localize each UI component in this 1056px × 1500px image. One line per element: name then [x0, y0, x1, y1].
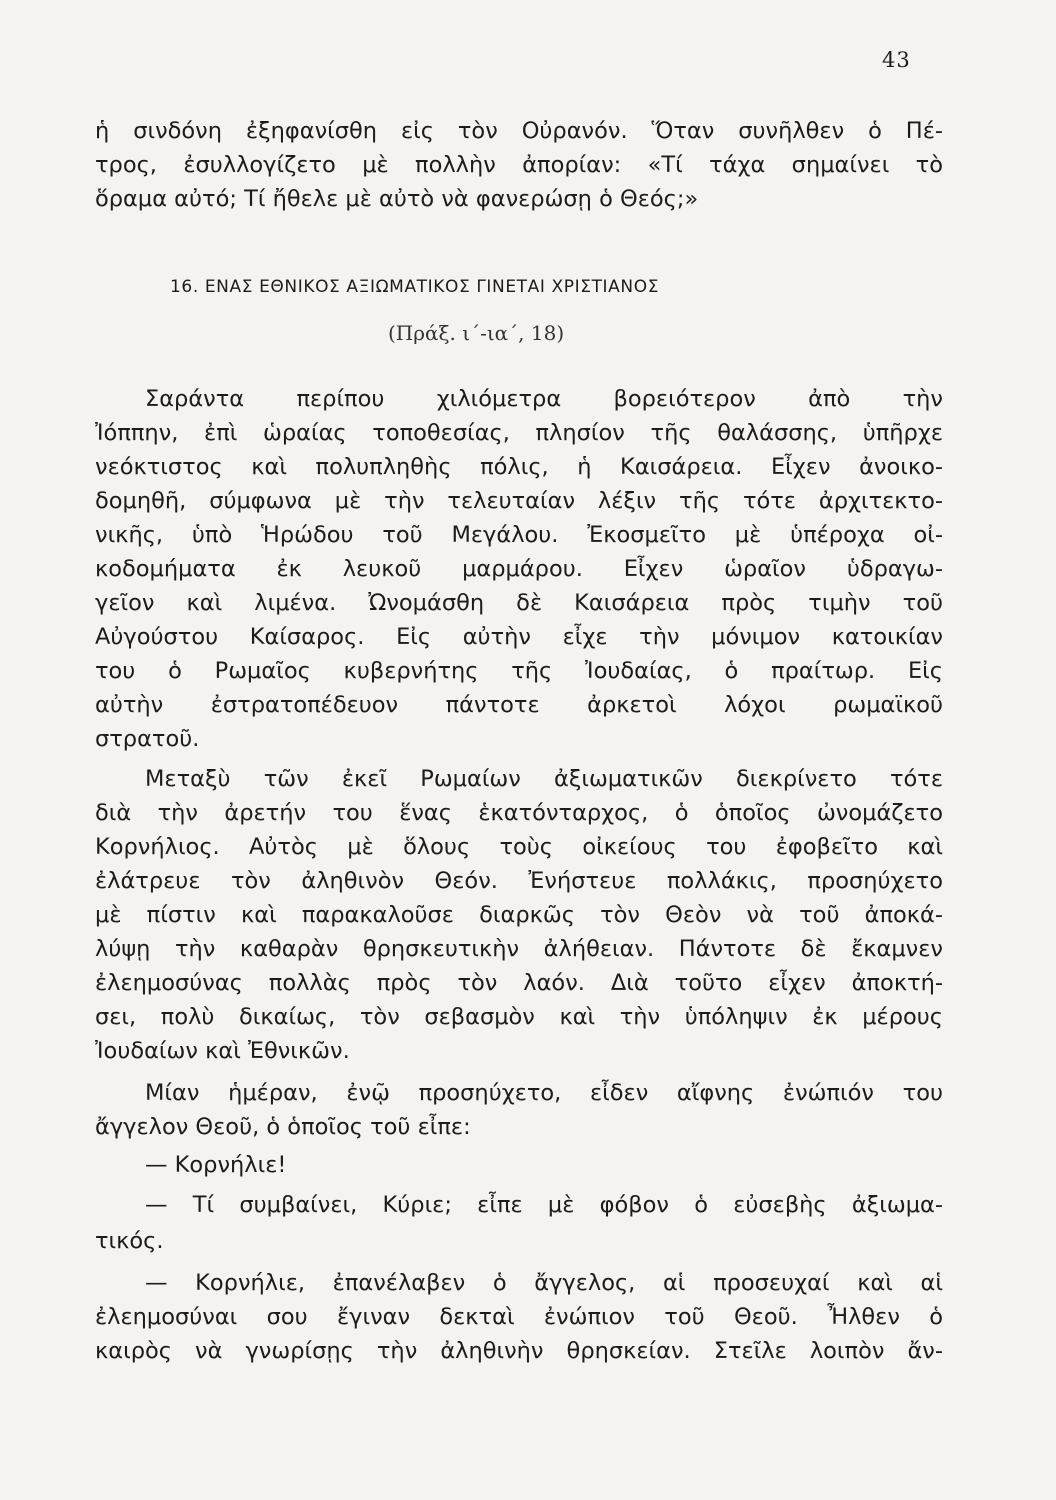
text-line: νεόκτιστος καὶ πολυπληθὴς πόλις, ἡ Καισάρεια. Εἶχεν ἀνοικο-: [95, 454, 943, 480]
text-line: λύψῃ τὴν καθαρὰν θρησκευτικὴν ἀλήθειαν. Πάντοτε δὲ ἔκαμνεν: [95, 936, 943, 962]
text-line: αὐτὴν ἐστρατοπέδευον πάντοτε ἀρκετοὶ λόχοι ρωμαϊκοῦ: [95, 692, 943, 718]
scripture-reference: (Πράξ. ι΄-ια΄, 18): [388, 321, 565, 345]
text-line: στρατοῦ.: [95, 726, 200, 752]
section-heading: 16. ΕΝΑΣ ΕΘΝΙΚΟΣ ΑΞΙΩΜΑΤΙΚΟΣ ΓΙΝΕΤΑΙ ΧΡΙΣΤΙΑΝΟΣ: [170, 277, 660, 297]
dialogue-line: ἐλεημοσύναι σου ἔγιναν δεκταὶ ἐνώπιον τοῦ Θεοῦ. Ἦλθεν ὁ: [95, 1304, 943, 1330]
dialogue-line: — Κορνήλιε!: [145, 1152, 287, 1178]
text-line: Ἰόππην, ἐπὶ ὡραίας τοποθεσίας, πλησίον τῆς θαλάσσης, ὑπῆρχε: [95, 420, 943, 446]
text-line: Κορνήλιος. Αὐτὸς μὲ ὅλους τοὺς οἰκείους του ἐφοβεῖτο καὶ: [95, 834, 943, 860]
text-line: ἐλεημοσύνας πολλὰς πρὸς τὸν λαόν. Διὰ τοῦτο εἶχεν ἀποκτή-: [95, 970, 943, 996]
text-line: σει, πολὺ δικαίως, τὸν σεβασμὸν καὶ τὴν ὑπόληψιν ἐκ μέρους: [95, 1004, 943, 1030]
text-line: γεῖον καὶ λιμένα. Ὠνομάσθη δὲ Καισάρεια πρὸς τιμὴν τοῦ: [95, 590, 943, 616]
text-line: του ὁ Ρωμαῖος κυβερνήτης τῆς Ἰουδαίας, ὁ πραίτωρ. Εἰς: [95, 658, 943, 684]
page-number: 43: [882, 48, 911, 72]
dialogue-line: — Τί συμβαίνει, Κύριε; εἶπε μὲ φόβον ὁ εὐσεβὴς ἀξιωμα-: [145, 1192, 943, 1218]
text-line: τρος, ἐσυλλογίζετο μὲ πολλὴν ἀπορίαν: «Τί τάχα σημαίνει τὸ: [95, 152, 943, 178]
text-line: ὅραμα αὐτό; Τί ἤθελε μὲ αὐτὸ νὰ φανερώσῃ ὁ Θεός;»: [95, 186, 699, 212]
text-line: κοδομήματα ἐκ λευκοῦ μαρμάρου. Εἶχεν ὡραῖον ὑδραγω-: [95, 556, 943, 582]
text-line: Ἰουδαίων καὶ Ἐθνικῶν.: [95, 1038, 350, 1064]
dialogue-line: τικός.: [95, 1228, 164, 1254]
text-line: ἡ σινδόνη ἐξηφανίσθη εἰς τὸν Οὐρανόν. Ὅταν συνῆλθεν ὁ Πέ-: [95, 118, 943, 144]
dialogue-line: — Κορνήλιε, ἐπανέλαβεν ὁ ἄγγελος, αἱ προσευχαί καὶ αἱ: [145, 1270, 943, 1296]
text-line: Μεταξὺ τῶν ἐκεῖ Ρωμαίων ἀξιωματικῶν διεκρίνετο τότε: [145, 766, 943, 792]
text-line: νικῆς, ὑπὸ Ἡρώδου τοῦ Μεγάλου. Ἐκοσμεῖτο μὲ ὑπέροχα οἰ-: [95, 522, 943, 548]
text-line: ἄγγελον Θεοῦ, ὁ ὁποῖος τοῦ εἶπε:: [95, 1114, 471, 1140]
text-line: μὲ πίστιν καὶ παρακαλοῦσε διαρκῶς τὸν Θεὸν νὰ τοῦ ἀποκά-: [95, 902, 943, 928]
dialogue-line: καιρὸς νὰ γνωρίσῃς τὴν ἀληθινὴν θρησκείαν. Στεῖλε λοιπὸν ἄν-: [95, 1338, 943, 1364]
text-line: Μίαν ἡμέραν, ἐνῷ προσηύχετο, εἶδεν αἴφνης ἐνώπιόν του: [145, 1080, 943, 1106]
text-line: διὰ τὴν ἀρετήν του ἕνας ἑκατόνταρχος, ὁ ὁποῖος ὠνομάζετο: [95, 800, 943, 826]
text-line: Αὐγούστου Καίσαρος. Εἰς αὐτὴν εἶχε τὴν μόνιμον κατοικίαν: [95, 624, 943, 650]
text-line: δομηθῆ, σύμφωνα μὲ τὴν τελευταίαν λέξιν τῆς τότε ἀρχιτεκτο-: [95, 488, 943, 514]
text-line: ἐλάτρευε τὸν ἀληθινὸν Θεόν. Ἐνήστευε πολλάκις, προσηύχετο: [95, 868, 943, 894]
text-line: Σαράντα περίπου χιλιόμετρα βορειότερον ἀπὸ τὴν: [145, 386, 943, 412]
